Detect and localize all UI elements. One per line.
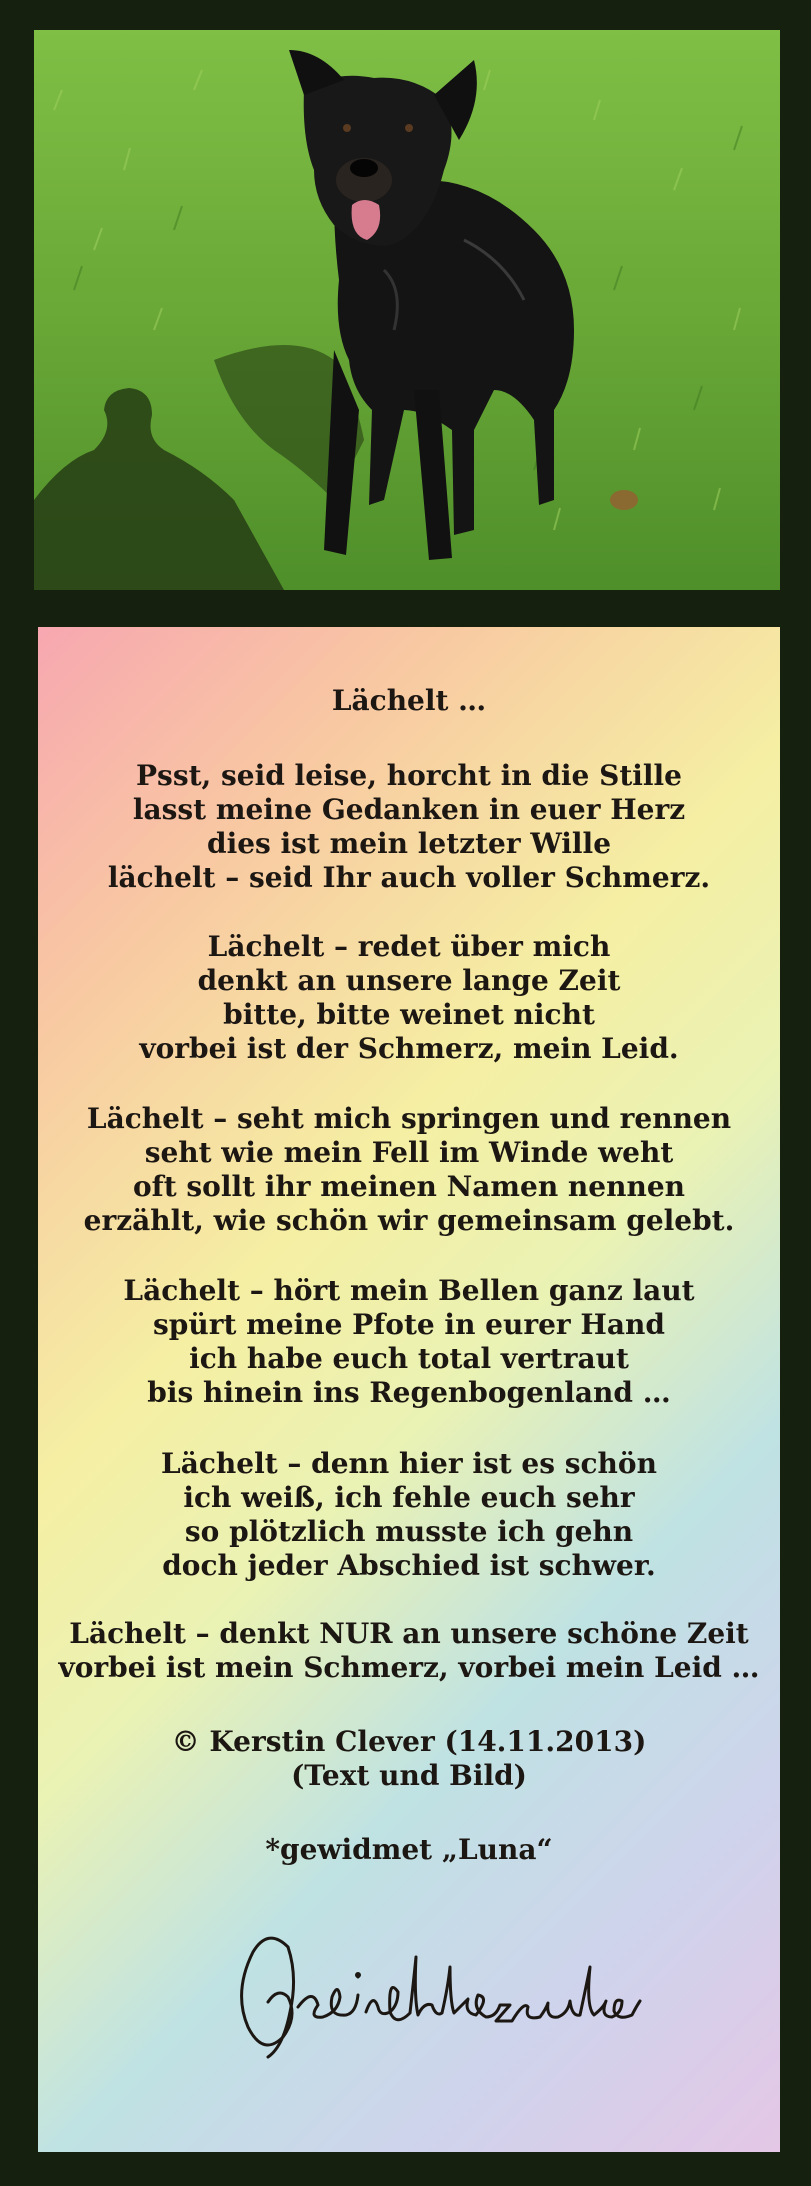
poem-line: erzählt, wie schön wir gemeinsam gelebt. [83, 1204, 735, 1237]
stanza-2 [38, 930, 780, 1066]
signature-logo [228, 1917, 648, 2067]
poem-line: oft sollt ihr meinen Namen nennen [133, 1170, 685, 1203]
poem-line: ich habe euch total vertraut [189, 1342, 629, 1375]
stanza-1 [38, 759, 780, 895]
credit-note: (Text und Bild) [291, 1759, 527, 1792]
black-dog-on-grass-photo-icon [34, 30, 780, 590]
poem-line: denkt an unsere lange Zeit [197, 964, 621, 997]
poem-line: Psst, seid leise, horcht in die Stille [136, 759, 682, 792]
copyright-line: © Kerstin Clever (14.11.2013) [171, 1725, 647, 1758]
poem-line: so plötzlich musste ich gehn [184, 1515, 634, 1548]
stanza-5 [38, 1447, 780, 1583]
poem-line: bitte, bitte weinet nicht [223, 998, 595, 1031]
dedication-line: *gewidmet „Luna“ [265, 1833, 553, 1866]
poem-title: Lächelt … [331, 684, 487, 717]
stanza-6 [38, 1617, 780, 1685]
dog-photo [34, 30, 780, 590]
author-credit [38, 1725, 780, 1793]
stanza-3 [38, 1102, 780, 1238]
poem-line: seht wie mein Fell im Winde weht [144, 1136, 674, 1169]
poem-line: dies ist mein letzter Wille [206, 827, 612, 860]
poem-line: vorbei ist der Schmerz, mein Leid. [139, 1032, 679, 1065]
poem-line: doch jeder Abschied ist schwer. [162, 1549, 656, 1582]
poem-line: bis hinein ins Regenbogenland … [147, 1376, 671, 1409]
poem-line: vorbei ist mein Schmerz, vorbei mein Leid … [58, 1651, 760, 1684]
poem-line: Lächelt – denkt NUR an unsere schöne Zeit [69, 1617, 749, 1650]
poem-line: ich weiß, ich fehle euch sehr [183, 1481, 635, 1514]
poem-line: lasst meine Gedanken in euer Herz [132, 793, 686, 826]
dedication [38, 1833, 780, 1867]
poem-line: Lächelt – seht mich springen und rennen [86, 1102, 732, 1135]
stanza-4 [38, 1274, 780, 1410]
poem-line: spürt meine Pfote in eurer Hand [153, 1308, 665, 1341]
poem-line: Lächelt – redet über mich [207, 930, 611, 963]
poem-line: Lächelt – hört mein Bellen ganz laut [123, 1274, 695, 1307]
poem-line: Lächelt – denn hier ist es schön [161, 1447, 657, 1480]
poem-card [38, 627, 780, 2152]
poem-line: lächelt – seid Ihr auch voller Schmerz. [107, 861, 711, 894]
gedichtezauber-signature-icon [228, 1917, 648, 2067]
